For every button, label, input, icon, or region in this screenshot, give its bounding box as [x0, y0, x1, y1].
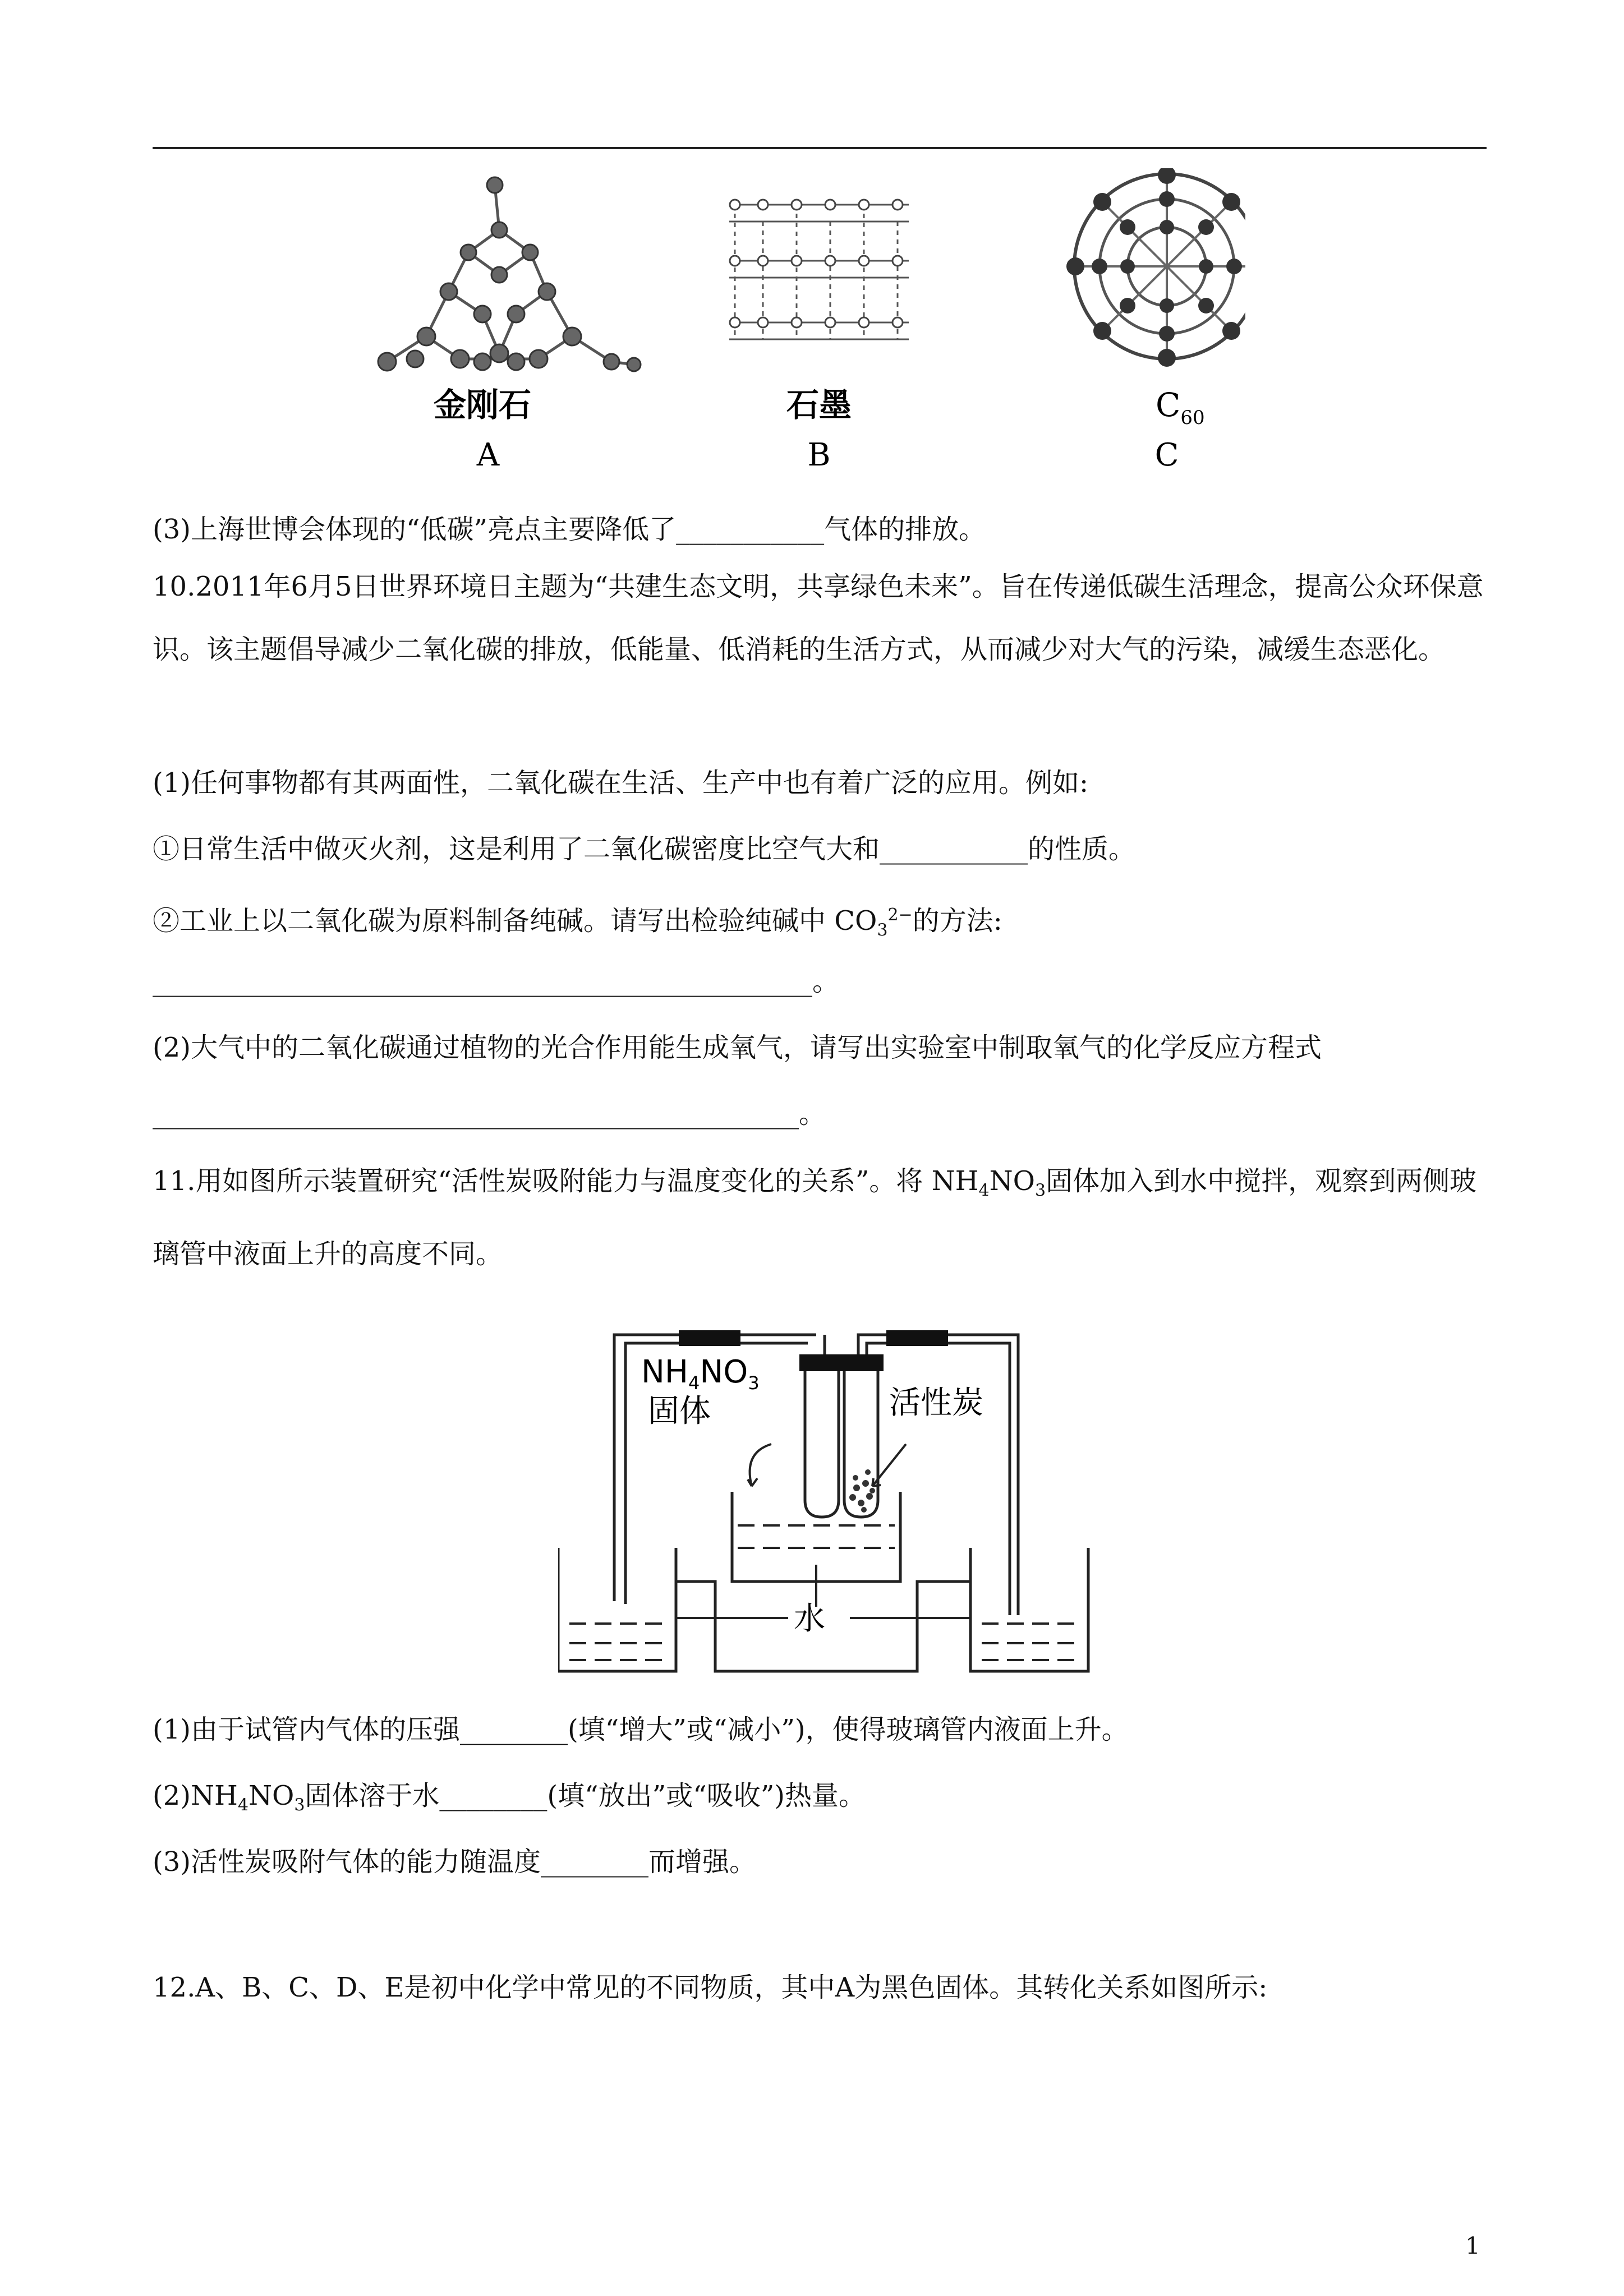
question-11-stem: 11.用如图所示装置研究“活性炭吸附能力与温度变化的关系”。将 $NH_4NO_3$固体加入到水中搅拌，观察到两侧玻璃管中液面上升的高度不同。 [153, 1165, 1477, 1270]
activated-carbon-label: 活性炭 [889, 1385, 983, 1421]
graphite-structure-image [729, 205, 909, 339]
right-rubber-connector [886, 1330, 948, 1346]
figure-letter-b: B [807, 437, 831, 473]
c60-structure-image [1066, 168, 1245, 367]
right-beaker [970, 1548, 1088, 1671]
figure-letter-a: A [476, 437, 500, 473]
apparatus-figure [558, 1301, 1114, 1682]
left-beaker [558, 1548, 676, 1671]
test-tube-left [805, 1363, 839, 1517]
question-9-part-3: (3)上海世博会体现的“低碳”亮点主要降低了___________气体的排放。 [153, 514, 986, 545]
question-10-part-1-item-1: ①日常生活中做灭火剂，这是利用了二氧化碳密度比空气大和___________的性质。 [153, 833, 1136, 865]
question-12-stem: 12.A、B、C、D、E是初中化学中常见的不同物质，其中A为黑色固体。其转化关系如图所示: [153, 1972, 1268, 2003]
question-10-stem: 10.2011年6月5日世界环境日主题为“共建生态文明，共享绿色未来”。旨在传递低碳生活理念，提高公众环保意识。该主题倡导减少二氧化碳的排放，低能量、低消耗的生活方式，从而减少对大气的污染，减缓生态恶化。 [153, 571, 1484, 665]
question-11-part-3: (3)活性炭吸附气体的能力随温度________而增强。 [153, 1846, 756, 1878]
answer-blank-oxygen-equation: ________________________________________________。 [153, 1098, 826, 1129]
question-10-part-1-item-2: ②工业上以二氧化碳为原料制备纯碱。请写出检验纯碱中 $CO_3^{2-}$的方法: [153, 905, 1002, 940]
left-stopper [799, 1354, 844, 1371]
answer-blank-co3-method: _________________________________________________。 [153, 966, 840, 997]
solid-arrow [748, 1444, 771, 1486]
c60-label: $C_{60}$ [1156, 386, 1205, 429]
water-label: 水 [794, 1601, 825, 1637]
solid-label: 固体 [648, 1393, 711, 1430]
carbon-allotropes-figure [370, 168, 1245, 482]
test-tube-right [844, 1363, 878, 1517]
graphite-atoms [730, 200, 903, 328]
header-rule [153, 147, 1487, 149]
question-10-part-2: (2)大气中的二氧化碳通过植物的光合作用能生成氧气，请写出实验室中制取氧气的化学反应方程式 [153, 1032, 1322, 1063]
right-stopper [839, 1354, 884, 1371]
diamond-label: 金刚石 [433, 386, 532, 424]
graphite-label: 石墨 [786, 386, 852, 424]
question-11-part-2: $(2)NH_4NO_3$固体溶于水________(填“放出”或“吸收”)热量。 [153, 1780, 866, 1815]
left-rubber-connector [679, 1330, 740, 1346]
nh4no3-label: $NH_4NO_3$ [641, 1354, 760, 1394]
figure-letter-c: C [1154, 437, 1179, 473]
question-11-part-1: (1)由于试管内气体的压强________(填“增大”或“减小”)，使得玻璃管内液面上升。 [153, 1714, 1129, 1745]
water-level-lines [569, 1525, 1077, 1660]
activated-carbon-particles [849, 1469, 875, 1513]
page-number: 1 [1465, 2232, 1480, 2260]
question-10-part-1: (1)任何事物都有其两面性，二氧化碳在生活、生产中也有着广泛的应用。例如: [153, 767, 1089, 799]
